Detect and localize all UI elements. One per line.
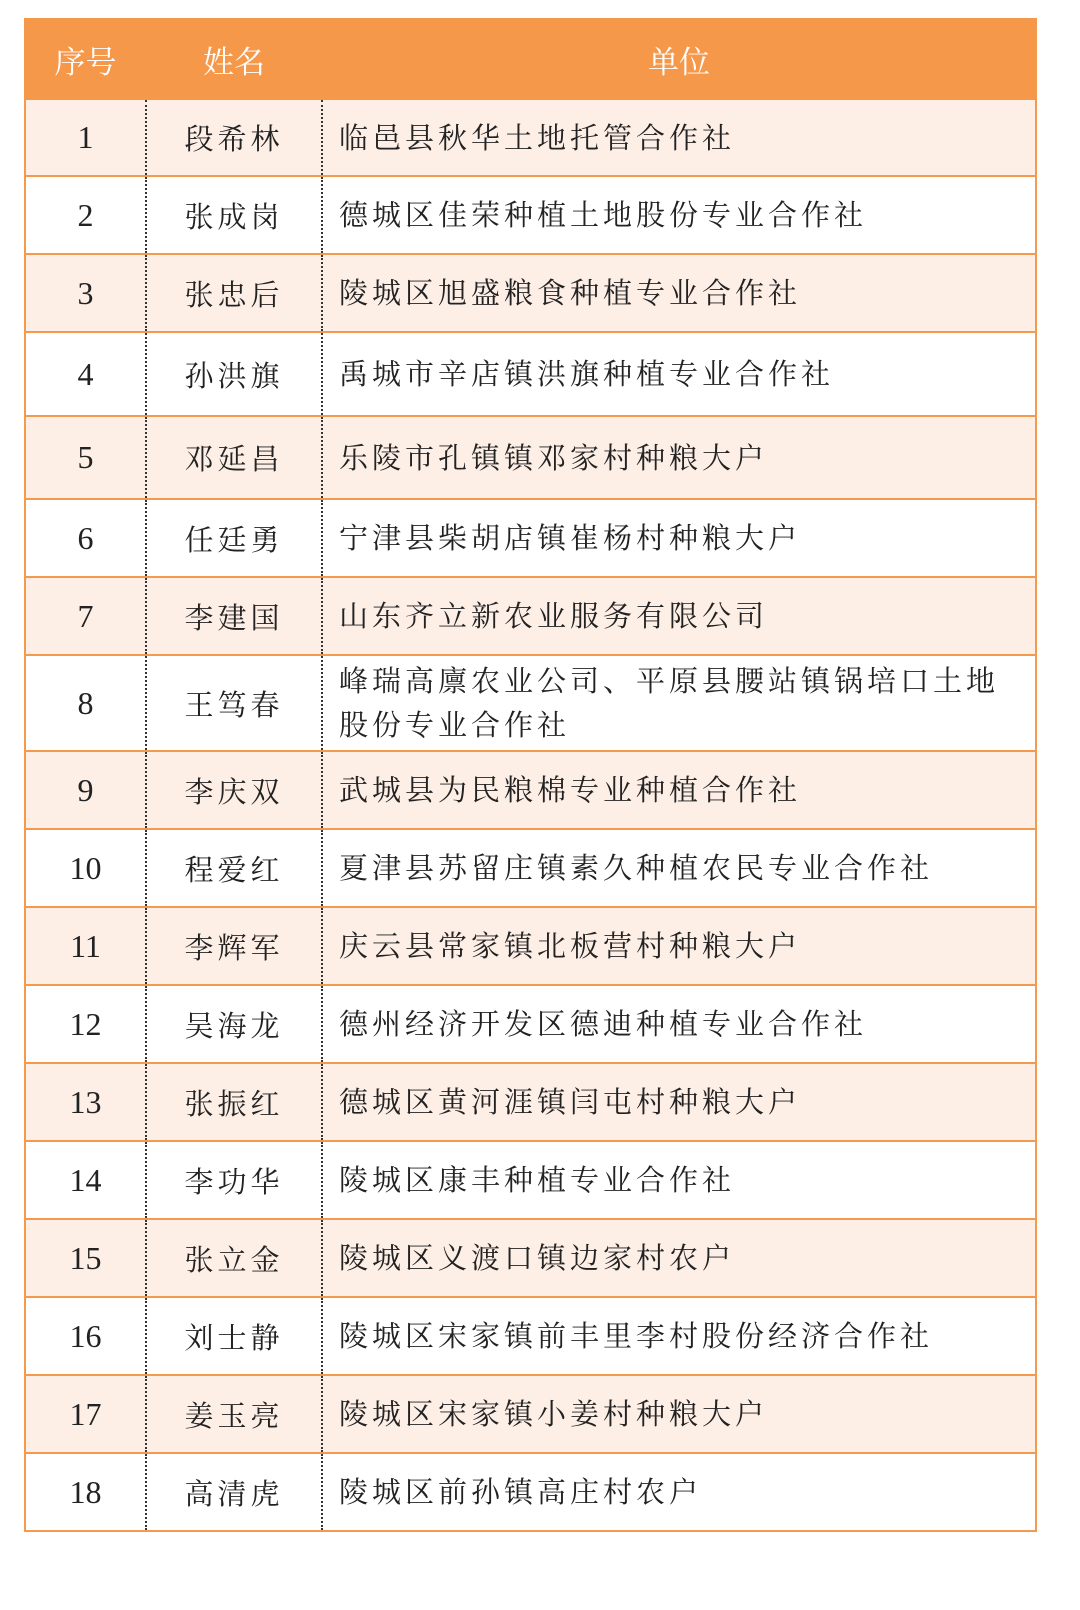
row-name: 王笃春 xyxy=(146,655,322,751)
row-unit: 乐陵市孔镇镇邓家村种粮大户 xyxy=(322,416,1036,499)
row-index: 13 xyxy=(25,1063,146,1141)
row-index: 16 xyxy=(25,1297,146,1375)
row-unit: 宁津县柴胡店镇崔杨村种粮大户 xyxy=(322,499,1036,577)
row-name: 张成岗 xyxy=(146,176,322,254)
table-row xyxy=(25,1297,1036,1375)
table-row xyxy=(25,751,1036,829)
row-index: 1 xyxy=(25,99,146,176)
row-name: 李功华 xyxy=(146,1141,322,1219)
row-index: 6 xyxy=(25,499,146,577)
row-index: 8 xyxy=(25,655,146,751)
row-index: 7 xyxy=(25,577,146,655)
table-row xyxy=(25,99,1036,176)
header-index: 序号 xyxy=(25,19,146,99)
row-index: 15 xyxy=(25,1219,146,1297)
row-name: 张忠后 xyxy=(146,254,322,332)
row-unit: 庆云县常家镇北板营村种粮大户 xyxy=(322,907,1036,985)
row-index: 12 xyxy=(25,985,146,1063)
row-name: 孙洪旗 xyxy=(146,332,322,416)
row-name: 张立金 xyxy=(146,1219,322,1297)
row-unit: 峰瑞高廪农业公司、平原县腰站镇锅培口土地 股份专业合作社 xyxy=(322,655,1036,751)
row-unit: 陵城区宋家镇前丰里李村股份经济合作社 xyxy=(322,1297,1036,1375)
table-row xyxy=(25,985,1036,1063)
table-row xyxy=(25,907,1036,985)
table-row xyxy=(25,1453,1036,1531)
row-unit: 陵城区义渡口镇边家村农户 xyxy=(322,1219,1036,1297)
row-index: 2 xyxy=(25,176,146,254)
row-index: 11 xyxy=(25,907,146,985)
row-name: 段希林 xyxy=(146,99,322,176)
table-row xyxy=(25,1219,1036,1297)
row-unit: 陵城区旭盛粮食种植专业合作社 xyxy=(322,254,1036,332)
header-unit: 单位 xyxy=(322,19,1036,99)
row-name: 吴海龙 xyxy=(146,985,322,1063)
row-name: 任廷勇 xyxy=(146,499,322,577)
awardee-table xyxy=(24,18,1037,1532)
table-header-row xyxy=(25,19,1036,99)
row-unit: 夏津县苏留庄镇素久种植农民专业合作社 xyxy=(322,829,1036,907)
header-name: 姓名 xyxy=(146,19,322,99)
table-row xyxy=(25,254,1036,332)
row-unit: 陵城区宋家镇小姜村种粮大户 xyxy=(322,1375,1036,1453)
row-unit: 禹城市辛店镇洪旗种植专业合作社 xyxy=(322,332,1036,416)
row-index: 3 xyxy=(25,254,146,332)
row-index: 10 xyxy=(25,829,146,907)
row-index: 5 xyxy=(25,416,146,499)
table-row xyxy=(25,829,1036,907)
row-unit: 陵城区前孙镇高庄村农户 xyxy=(322,1453,1036,1531)
row-name: 张振红 xyxy=(146,1063,322,1141)
table-row xyxy=(25,1063,1036,1141)
row-name: 刘士静 xyxy=(146,1297,322,1375)
row-name: 李建国 xyxy=(146,577,322,655)
row-unit: 德城区黄河涯镇闫屯村种粮大户 xyxy=(322,1063,1036,1141)
row-index: 9 xyxy=(25,751,146,829)
row-index: 14 xyxy=(25,1141,146,1219)
row-unit: 德城区佳荣种植土地股份专业合作社 xyxy=(322,176,1036,254)
table-row xyxy=(25,655,1036,751)
row-index: 17 xyxy=(25,1375,146,1453)
row-name: 高清虎 xyxy=(146,1453,322,1531)
table-row xyxy=(25,577,1036,655)
row-name: 李庆双 xyxy=(146,751,322,829)
row-index: 4 xyxy=(25,332,146,416)
row-name: 邓延昌 xyxy=(146,416,322,499)
row-name: 李辉军 xyxy=(146,907,322,985)
row-unit: 武城县为民粮棉专业种植合作社 xyxy=(322,751,1036,829)
row-unit: 陵城区康丰种植专业合作社 xyxy=(322,1141,1036,1219)
row-unit: 德州经济开发区德迪种植专业合作社 xyxy=(322,985,1036,1063)
row-unit: 临邑县秋华土地托管合作社 xyxy=(322,99,1036,176)
row-name: 程爱红 xyxy=(146,829,322,907)
table-row xyxy=(25,1141,1036,1219)
row-name: 姜玉亮 xyxy=(146,1375,322,1453)
table-row xyxy=(25,176,1036,254)
table-row xyxy=(25,499,1036,577)
row-index: 18 xyxy=(25,1453,146,1531)
table-row xyxy=(25,416,1036,499)
table-row xyxy=(25,332,1036,416)
row-unit: 山东齐立新农业服务有限公司 xyxy=(322,577,1036,655)
table-row xyxy=(25,1375,1036,1453)
